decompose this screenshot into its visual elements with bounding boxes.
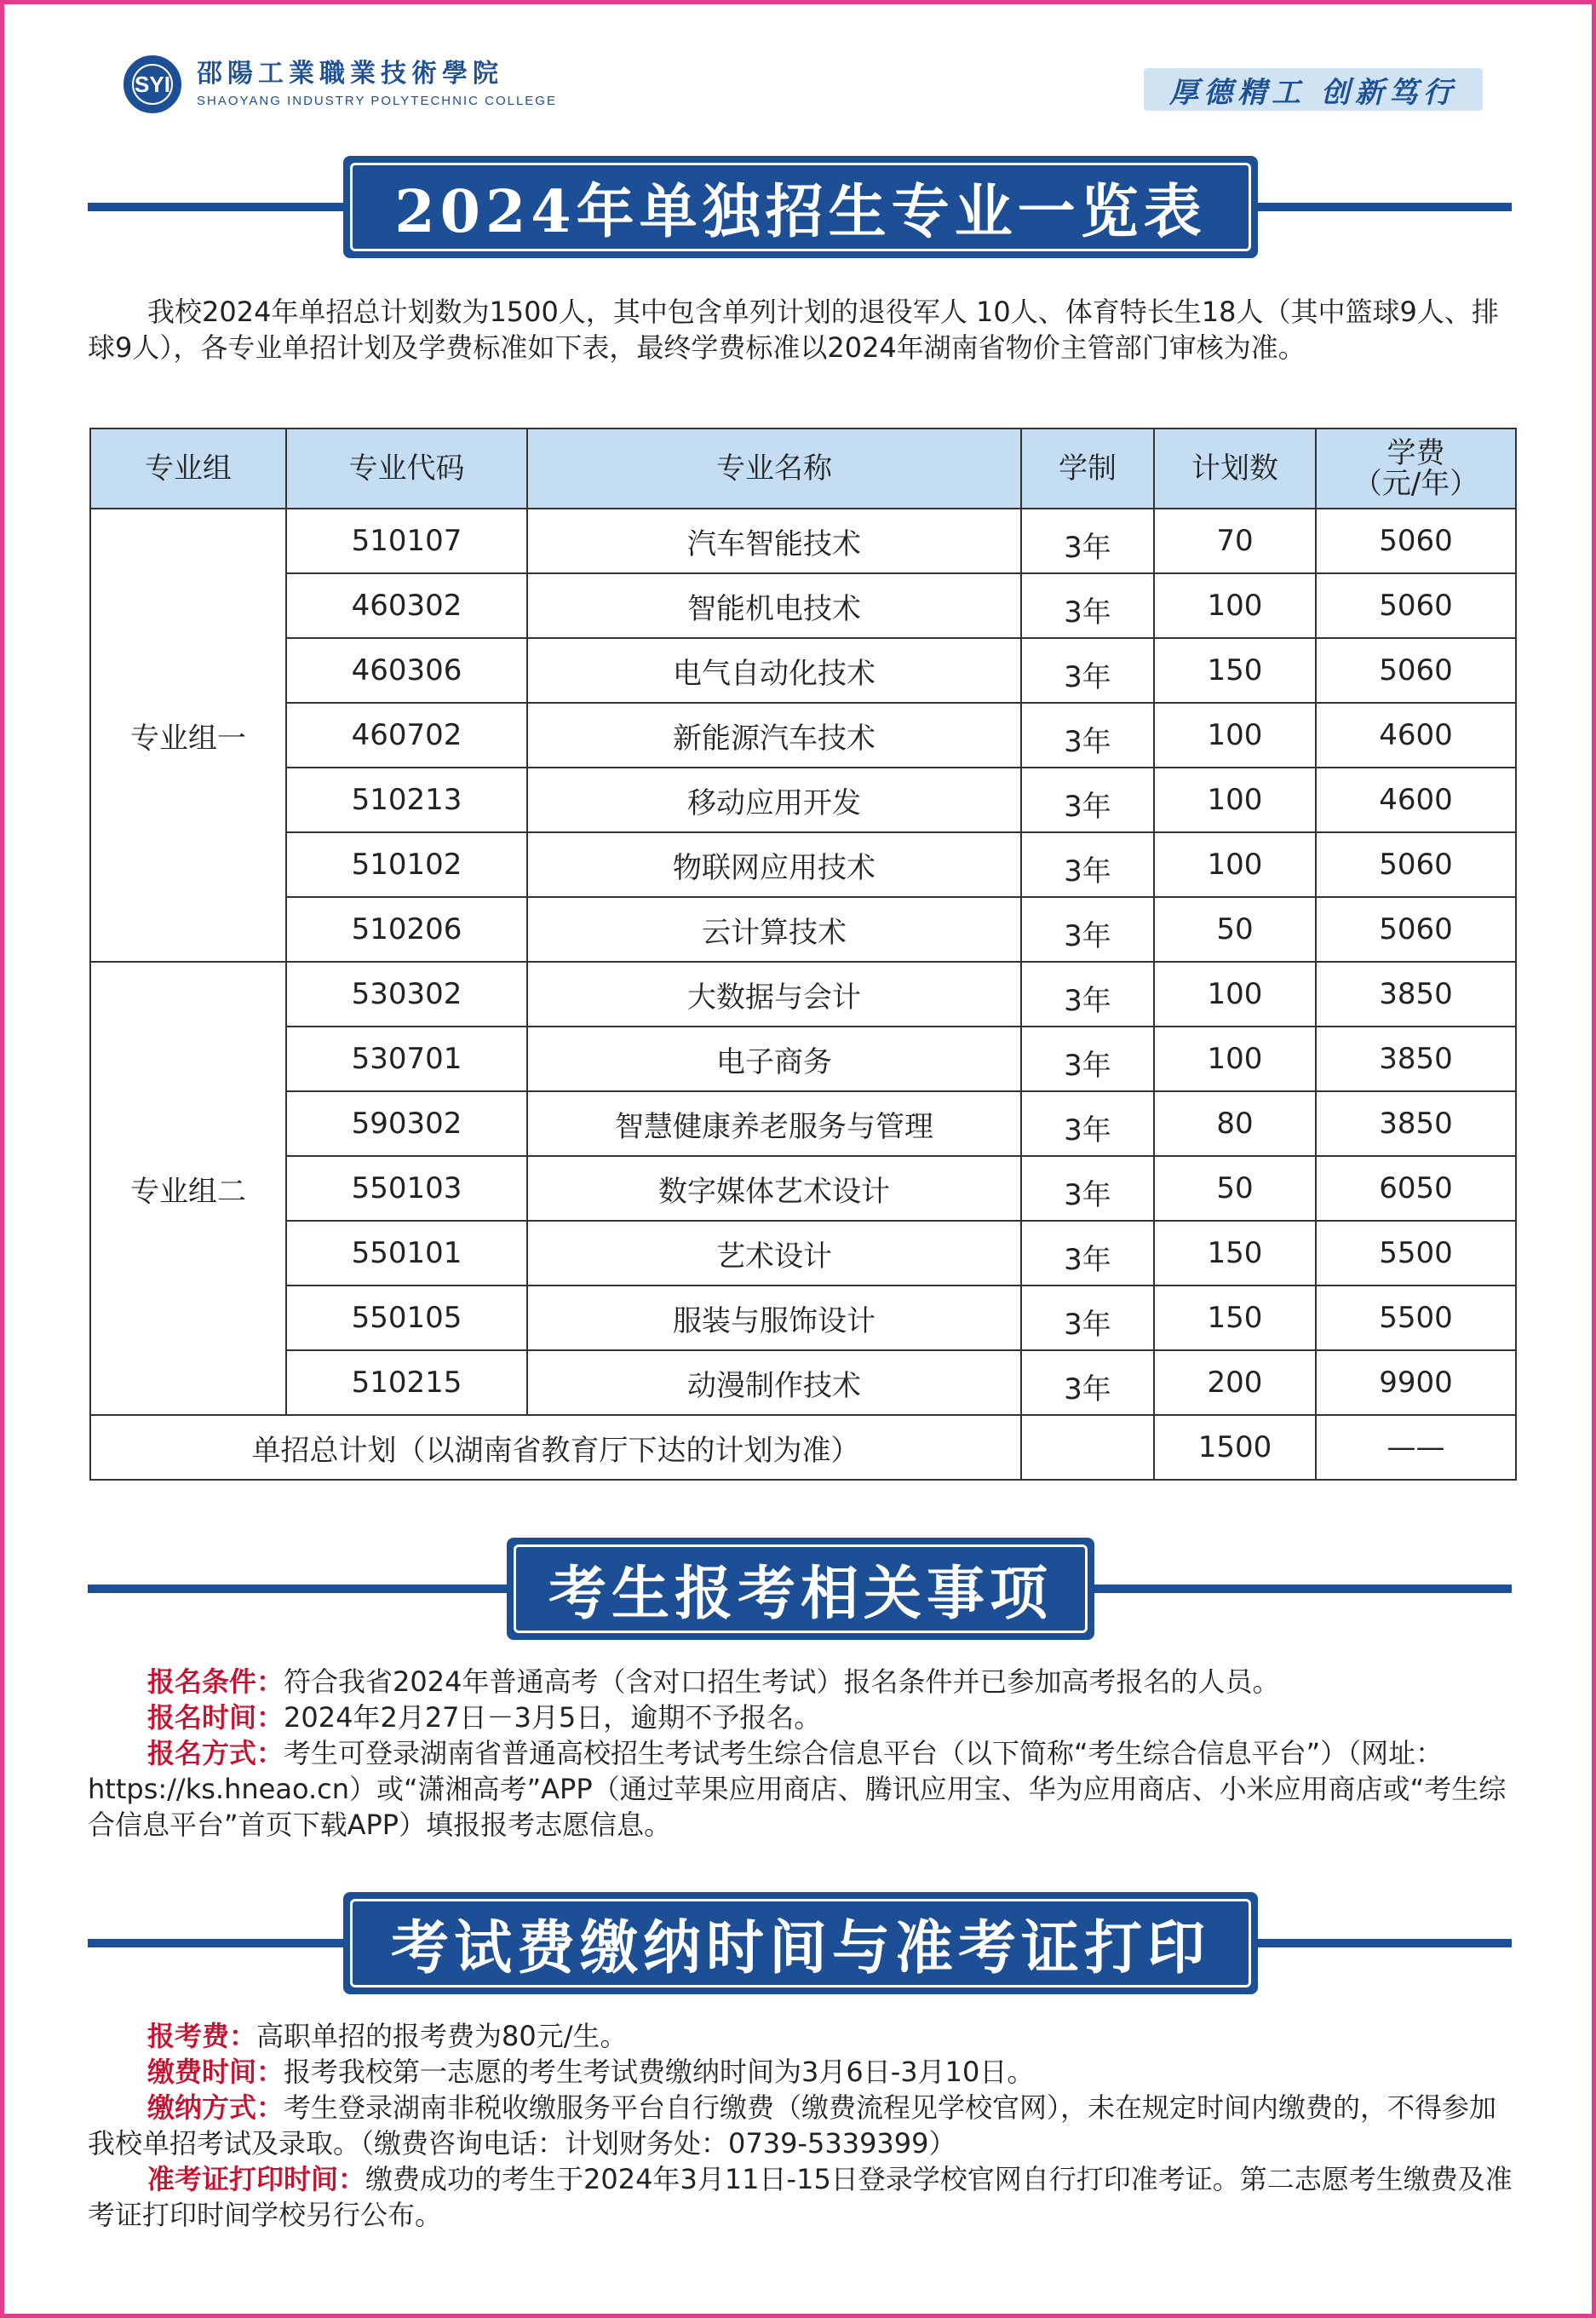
duration-cell: 3年 [1021, 509, 1154, 573]
duration-cell: 3年 [1021, 962, 1154, 1027]
intro-text: 我校2024年单招总计划数为1500人，其中包含单列计划的退役军人 10人、体育特长生18人（其中篮球9人、排球9人），各专业单招计划及学费标准如下表，最终学费标准以2024年湖南省物价主管部门审核为准。 [88, 296, 1499, 364]
duration-cell: 3年 [1021, 768, 1154, 832]
fee-cell: 3850 [1316, 1027, 1516, 1091]
major-name-cell: 智能机电技术 [527, 573, 1021, 638]
plan-cell: 50 [1154, 1156, 1316, 1221]
plan-cell: 100 [1154, 832, 1316, 897]
item-text: 高职单招的报考费为80元/生。 [256, 2020, 628, 2052]
exam-fee-section [88, 2018, 1518, 2233]
major-name-cell: 艺术设计 [527, 1221, 1021, 1286]
registration-section [88, 1664, 1518, 1843]
item-text: 2024年2月27日－3月5日，逾期不予报名。 [284, 1701, 822, 1734]
title-box [343, 156, 1258, 258]
plan-cell: 100 [1154, 573, 1316, 638]
majors-table [89, 428, 1517, 1481]
major-name-cell: 大数据与会计 [527, 962, 1021, 1027]
item-text: 报考我校第一志愿的考生考试费缴纳时间为3月6日-3月10日。 [284, 2056, 1035, 2088]
table-row [90, 1350, 1516, 1415]
table-row [90, 573, 1516, 638]
plan-cell: 200 [1154, 1350, 1316, 1415]
total-label-cell: 单招总计划（以湖南省教育厅下达的计划为准） [90, 1415, 1021, 1480]
list-item [88, 2054, 1518, 2090]
fee-cell: 3850 [1316, 962, 1516, 1027]
plan-cell: 100 [1154, 703, 1316, 768]
major-name-cell: 新能源汽车技术 [527, 703, 1021, 768]
intro-paragraph [88, 294, 1518, 405]
duration-cell: 3年 [1021, 1350, 1154, 1415]
plan-cell: 80 [1154, 1091, 1316, 1156]
item-label: 报名条件： [147, 1665, 284, 1698]
duration-cell: 3年 [1021, 1221, 1154, 1286]
table-row [90, 897, 1516, 962]
header-duration: 学制 [1021, 429, 1154, 509]
header-group: 专业组 [90, 429, 286, 509]
logo-mark: SYI [135, 71, 170, 97]
plan-cell: 100 [1154, 1027, 1316, 1091]
header-plan: 计划数 [1154, 429, 1316, 509]
item-label: 报名时间： [147, 1701, 284, 1734]
item-label: 报考费： [147, 2020, 257, 2052]
plan-cell: 100 [1154, 768, 1316, 832]
code-cell: 460306 [286, 638, 527, 703]
school-logo-block [123, 55, 557, 113]
table-row [90, 1286, 1516, 1350]
code-cell: 510102 [286, 832, 527, 897]
major-name-cell: 移动应用开发 [527, 768, 1021, 832]
fee-cell: 6050 [1316, 1156, 1516, 1221]
code-cell: 510215 [286, 1350, 527, 1415]
header-fee [1316, 429, 1516, 509]
code-cell: 590302 [286, 1091, 527, 1156]
code-cell: 550101 [286, 1221, 527, 1286]
code-cell: 460302 [286, 573, 527, 638]
duration-cell: 3年 [1021, 1091, 1154, 1156]
duration-cell: 3年 [1021, 703, 1154, 768]
fee-cell: 5060 [1316, 509, 1516, 573]
code-cell: 460702 [286, 703, 527, 768]
header-code: 专业代码 [286, 429, 527, 509]
code-cell: 510107 [286, 509, 527, 573]
plan-cell: 100 [1154, 962, 1316, 1027]
item-label: 报名方式： [147, 1737, 284, 1769]
plan-cell: 150 [1154, 1286, 1316, 1350]
major-name-cell: 云计算技术 [527, 897, 1021, 962]
major-name-cell: 数字媒体艺术设计 [527, 1156, 1021, 1221]
code-cell: 510213 [286, 768, 527, 832]
duration-cell: 3年 [1021, 897, 1154, 962]
item-text: 符合我省2024年普通高考（含对口招生考试）报名条件并已参加高考报名的人员。 [284, 1665, 1280, 1698]
code-cell: 510206 [286, 897, 527, 962]
section-title-majors [88, 156, 1512, 258]
title-box [507, 1538, 1094, 1640]
list-item [88, 1700, 1518, 1735]
header-fee-unit: （元/年） [1352, 467, 1479, 501]
table-row [90, 638, 1516, 703]
plan-cell: 70 [1154, 509, 1316, 573]
group-name-cell: 专业组二 [90, 962, 286, 1415]
item-text: 考生登录湖南非税收缴服务平台自行缴费（缴费流程见学校官网），未在规定时间内缴费的，不得参加我校单招考试及录取。（缴费咨询电话：计划财务处：0739-5339399） [88, 2091, 1497, 2160]
fee-cell: 4600 [1316, 703, 1516, 768]
title-text: 考试费缴纳时间与准考证打印 [350, 1899, 1251, 1987]
fee-cell: 5060 [1316, 638, 1516, 703]
total-fee-cell: —— [1316, 1415, 1516, 1480]
list-item [88, 2090, 1518, 2161]
item-label: 缴费时间： [147, 2056, 284, 2088]
duration-cell: 3年 [1021, 1286, 1154, 1350]
duration-cell: 3年 [1021, 1156, 1154, 1221]
major-name-cell: 物联网应用技术 [527, 832, 1021, 897]
major-name-cell: 动漫制作技术 [527, 1350, 1021, 1415]
title-box [343, 1892, 1258, 1994]
duration-cell: 3年 [1021, 638, 1154, 703]
school-motto: 厚德精工 创新笃行 [1144, 68, 1483, 111]
major-name-cell: 智慧健康养老服务与管理 [527, 1091, 1021, 1156]
table-header-row [90, 429, 1516, 509]
title-text: 2024年单独招生专业一览表 [350, 163, 1251, 251]
table-row [90, 1221, 1516, 1286]
plan-cell: 150 [1154, 638, 1316, 703]
table-row [90, 1027, 1516, 1091]
section-title-registration [88, 1538, 1512, 1640]
list-item [88, 1664, 1518, 1700]
plan-cell: 150 [1154, 1221, 1316, 1286]
item-text: 缴费成功的考生于2024年3月11日-15日登录学校官网自行打印准考证。第二志愿考生缴费及准考证打印时间学校另行公布。 [88, 2163, 1513, 2231]
code-cell: 550105 [286, 1286, 527, 1350]
school-logo-icon [123, 55, 181, 113]
major-name-cell: 服装与服饰设计 [527, 1286, 1021, 1350]
item-label: 准考证打印时间： [147, 2163, 366, 2195]
list-item [88, 2161, 1518, 2233]
fee-cell: 5060 [1316, 573, 1516, 638]
fee-cell: 5500 [1316, 1286, 1516, 1350]
table-row [90, 1156, 1516, 1221]
fee-cell: 9900 [1316, 1350, 1516, 1415]
table-row [90, 1091, 1516, 1156]
header-name: 专业名称 [527, 429, 1021, 509]
section-title-exam-fee [88, 1892, 1512, 1994]
table-row [90, 509, 1516, 573]
duration-cell: 3年 [1021, 573, 1154, 638]
total-plan-cell: 1500 [1154, 1415, 1316, 1480]
group-name-cell: 专业组一 [90, 509, 286, 962]
fee-cell: 3850 [1316, 1091, 1516, 1156]
item-label: 缴纳方式： [147, 2091, 284, 2124]
fee-cell: 4600 [1316, 768, 1516, 832]
major-name-cell: 电气自动化技术 [527, 638, 1021, 703]
header-fee-label: 学费 [1386, 436, 1445, 470]
list-item [88, 2018, 1518, 2054]
code-cell: 550103 [286, 1156, 527, 1221]
title-text: 考生报考相关事项 [514, 1544, 1088, 1633]
table-row [90, 703, 1516, 768]
duration-cell: 3年 [1021, 832, 1154, 897]
fee-cell: 5060 [1316, 832, 1516, 897]
code-cell: 530701 [286, 1027, 527, 1091]
plan-cell: 50 [1154, 897, 1316, 962]
item-text: 考生可登录湖南省普通高校招生考试考生综合信息平台（以下简称“考生综合信息平台”）（网址：https://ks.hneao.cn）或“潇湘高考”APP（通过苹果应用商店、腾讯应用宝、华为应用商店、小米应用商店或“考生综合信息平台”首页下载APP）填报报考志愿信息。 [88, 1737, 1507, 1841]
list-item [88, 1735, 1518, 1843]
major-name-cell: 汽车智能技术 [527, 509, 1021, 573]
code-cell: 530302 [286, 962, 527, 1027]
major-name-cell: 电子商务 [527, 1027, 1021, 1091]
total-row [90, 1415, 1516, 1480]
total-duration-cell [1021, 1415, 1154, 1480]
school-name-cn: 邵陽工業職業技術學院 [197, 59, 503, 89]
fee-cell: 5500 [1316, 1221, 1516, 1286]
duration-cell: 3年 [1021, 1027, 1154, 1091]
table-row [90, 768, 1516, 832]
fee-cell: 5060 [1316, 897, 1516, 962]
school-name-en: SHAOYANG INDUSTRY POLYTECHNIC COLLEGE [197, 94, 557, 108]
table-row [90, 962, 1516, 1027]
page [4, 4, 1592, 2314]
table-row [90, 832, 1516, 897]
